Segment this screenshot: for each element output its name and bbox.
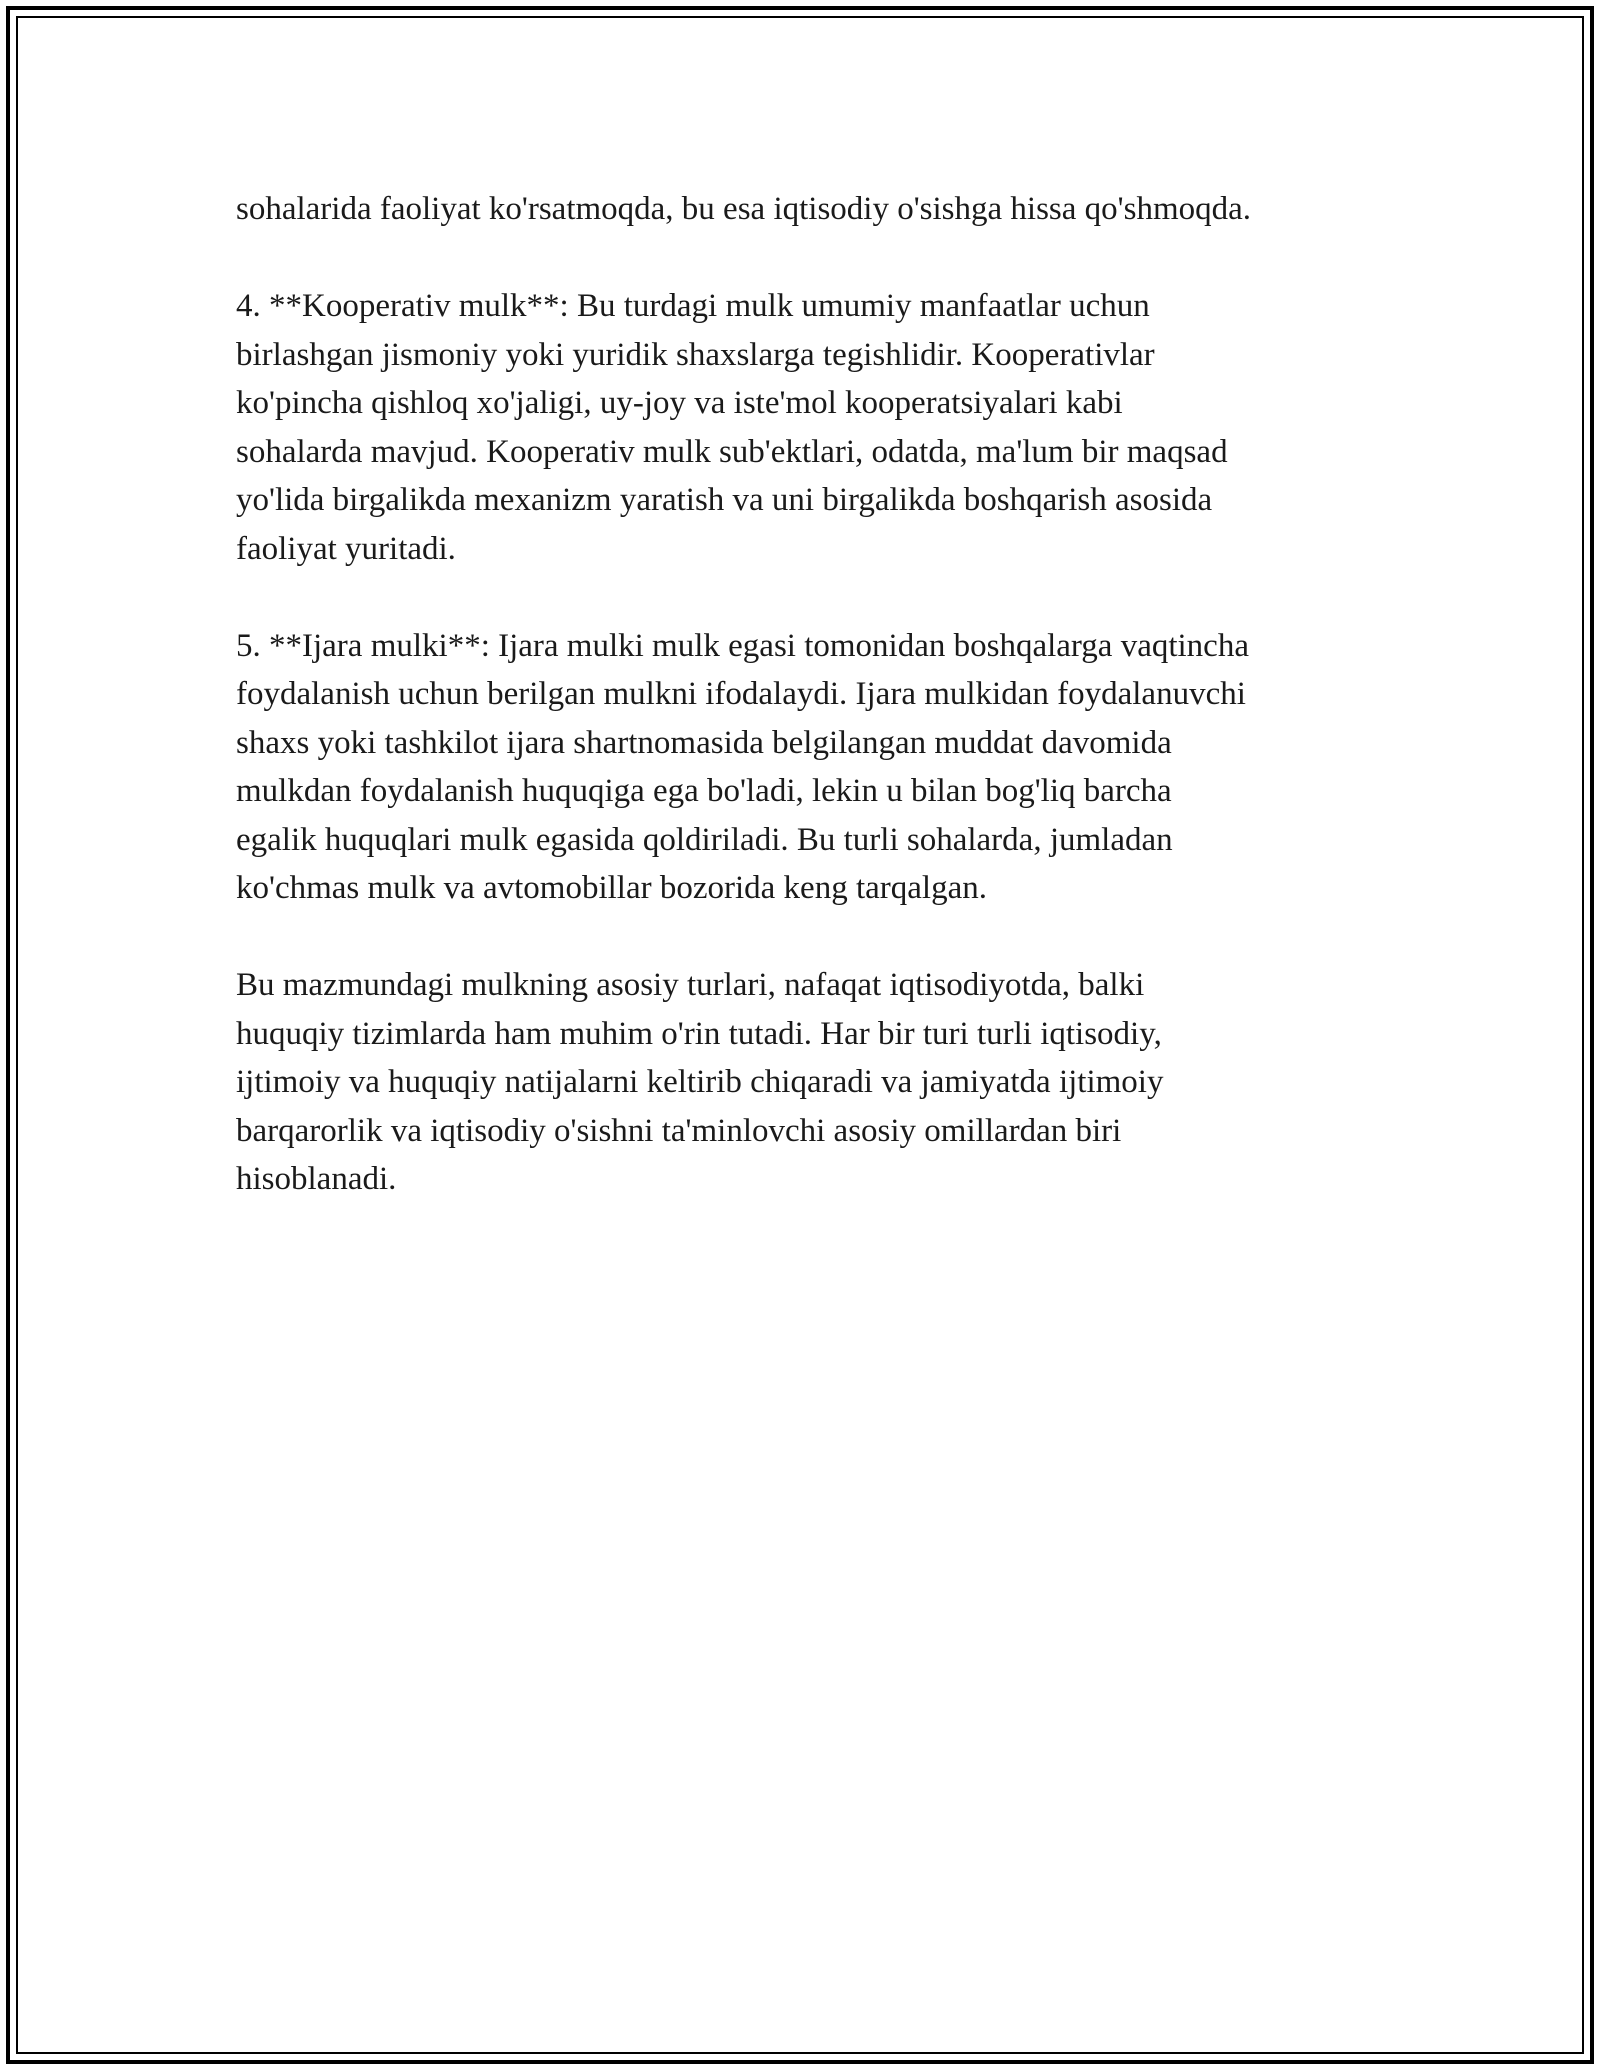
text-line: ko'pincha qishloq xo'jaligi, uy-joy va iste'mol kooperatsiyalari kabi bbox=[236, 385, 1123, 421]
text-line: sohalarida faoliyat ko'rsatmoqda, bu esa iqtisodiy o'sishga hissa qo'shmoqda. bbox=[236, 191, 1252, 227]
document-body bbox=[236, 185, 1406, 1252]
text-line: birlashgan jismoniy yoki yuridik shaxslarga tegishlidir. Kooperativlar bbox=[236, 336, 1155, 373]
text-line: 5. **Ijara mulki**: Ijara mulki mulk egasi tomonidan boshqalarga vaqtincha bbox=[236, 627, 1249, 664]
paragraph-conclusion bbox=[236, 961, 1406, 1204]
text-line: egalik huquqlari mulk egasida qoldiriladi. Bu turli sohalarda, jumladan bbox=[236, 821, 1173, 858]
text-line: ko'chmas mulk va avtomobillar bozorida keng tarqalgan. bbox=[236, 870, 987, 906]
text-line: sohalarda mavjud. Kooperativ mulk sub'ektlari, odatda, ma'lum bir maqsad bbox=[236, 433, 1228, 470]
text-line: hisoblanadi. bbox=[236, 1161, 397, 1197]
text-line: huquqiy tizimlarda ham muhim o'rin tutadi. Har bir turi turli iqtisodiy, bbox=[236, 1015, 1162, 1052]
text-line: faoliyat yuritadi. bbox=[236, 530, 456, 567]
text-line: ijtimoiy va huquqiy natijalarni keltirib chiqaradi va jamiyatda ijtimoiy bbox=[236, 1064, 1164, 1100]
text-line: 4. **Kooperativ mulk**: Bu turdagi mulk umumiy manfaatlar uchun bbox=[236, 288, 1150, 324]
text-line: Bu mazmundagi mulkning asosiy turlari, nafaqat iqtisodiyotda, balki bbox=[236, 967, 1145, 1003]
text-line: mulkdan foydalanish huquqiga ega bo'ladi, lekin u bilan bog'liq barcha bbox=[236, 773, 1172, 809]
text-line: foydalanish uchun berilgan mulkni ifodalaydi. Ijara mulkidan foydalanuvchi bbox=[236, 676, 1246, 712]
paragraph-cooperative-property bbox=[236, 282, 1406, 573]
paragraph-continuation bbox=[236, 185, 1406, 234]
text-line: shaxs yoki tashkilot ijara shartnomasida belgilangan muddat davomida bbox=[236, 724, 1172, 761]
paragraph-lease-property bbox=[236, 622, 1406, 913]
text-line: yo'lida birgalikda mexanizm yaratish va uni birgalikda boshqarish asosida bbox=[236, 482, 1213, 518]
text-line: barqarorlik va iqtisodiy o'sishni ta'minlovchi asosiy omillardan biri bbox=[236, 1112, 1122, 1149]
